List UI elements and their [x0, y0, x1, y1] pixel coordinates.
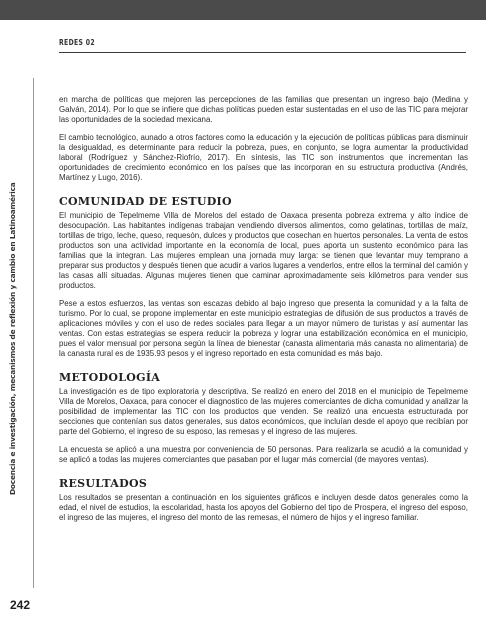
paragraph: Los resultados se presentan a continuación en los siguientes gráficos e incluyen desde datos generales como la edad, el nivel de estudios, la escolaridad, hasta los apoyos del Gobierno del tipo de Prospera, el ingreso del esposo, el ingreso de las mujeres, el ingreso del monto de las remesas, el número de hijos y el ingreso familiar. [59, 493, 468, 522]
top-bar [0, 0, 486, 20]
paragraph: La investigación es de tipo exploratoria y descriptiva. Se realizó en enero del 2018 en el municipio de Tepelmeme Villa de Morelos, Oaxaca, para conocer el diagnostico de las mujeres comerciantes de dicha comunidad y analizar la posibilidad de implementar las TIC con los productos que venden. Se realizó una encuesta estructurada por secciones que contenían sus datos generales, sus datos económicos, que incluían desde el apoyo que recibían por parte del Gobierno, el ingreso de su esposo, las remesas y el ingreso de las mujeres. [59, 387, 468, 436]
side-rule [33, 78, 34, 588]
header-rule [59, 52, 466, 53]
page-number: 242 [10, 598, 31, 612]
side-book-title: Docencia e investigación, mecanismos de reflexión y cambio en Latinoamérica [8, 182, 17, 495]
section-heading-comunidad: COMUNIDAD DE ESTUDIO [59, 195, 232, 208]
section-heading-metodologia: METODOLOGÍA [59, 371, 161, 384]
paragraph: El cambio tecnológico, aunado a otros factores como la educación y la ejecución de políticas públicas para disminuir la desigualdad, es determinante para reducir la pobreza, pues, en conjunto, se logra aumentar la productividad laboral (Rodríguez y Sánchez-Riofrío, 2017). En síntesis, las TIC son instrumentos que incrementan las oportunidades de crecimiento económico en los países que las incorporan en su estructura productiva (Andrés, Martínez y Lugo, 2016). [59, 133, 468, 182]
paragraph: Pese a estos esfuerzos, las ventas son escazas debido al bajo ingreso que presenta la comunidad y a la falta de turismo. Por lo cual, se propone implementar en este municipio estrategias de difusión de sus productos a través de aplicaciones móviles y con el uso de redes sociales para llegar a un mayor número de turistas y así aumentar las ventas. Con estas estrategias se espera reducir la pobreza y lograr una estabilización económica en el municipio, pues el valor mensual por persona según la línea de bienestar (canasta alimentaria más canasta no alimentaria) de la canasta rural es de 1935.93 pesos y el ingreso reportado en esta comunidad es más bajo. [59, 299, 468, 358]
paragraph: La encuesta se aplicó a una muestra por conveniencia de 50 personas. Para realizarla se acudió a la comunidad y se aplicó a todas las mujeres comerciantes que pasaban por el lugar más comercial (de mayores ventas). [59, 445, 468, 464]
paragraph: El municipio de Tepelmeme Villa de Morelos del estado de Oaxaca presenta pobreza extrema y alto índice de desocupación. Las habitantes indígenas trabajan vendiendo diversos alimentos, como gelatinas, tortillas de maíz, tortillas de trigo, leche, queso, requesón, dulces y productos que cosechan en huertos personales. La venta de estos productos son una actividad importante en la economía de local, pues aporta un sustento económico para las familias que la integran. Las mujeres emplean una jornada muy larga: se tienen que levantar muy temprano a preparar sus productos y después tienen que acudir a varios lugares a venderlos, entre ellos la terminal del camión y las casas allí situadas. Algunas mujeres tienen que caminar aproximadamente seis kilómetros para vender sus productos. [59, 211, 468, 290]
running-header: REDES 02 [59, 38, 95, 47]
paragraph: en marcha de políticas que mejoren las percepciones de las familias que presentan un ingreso bajo (Medina y Galván, 2014). Por lo que se infiere que dichas políticas pueden estar sustentadas en el uso de las TIC para mejorar las oportunidades de la sociedad mexicana. [59, 95, 468, 124]
section-heading-resultados: RESULTADOS [59, 477, 148, 490]
page-body [59, 95, 468, 531]
